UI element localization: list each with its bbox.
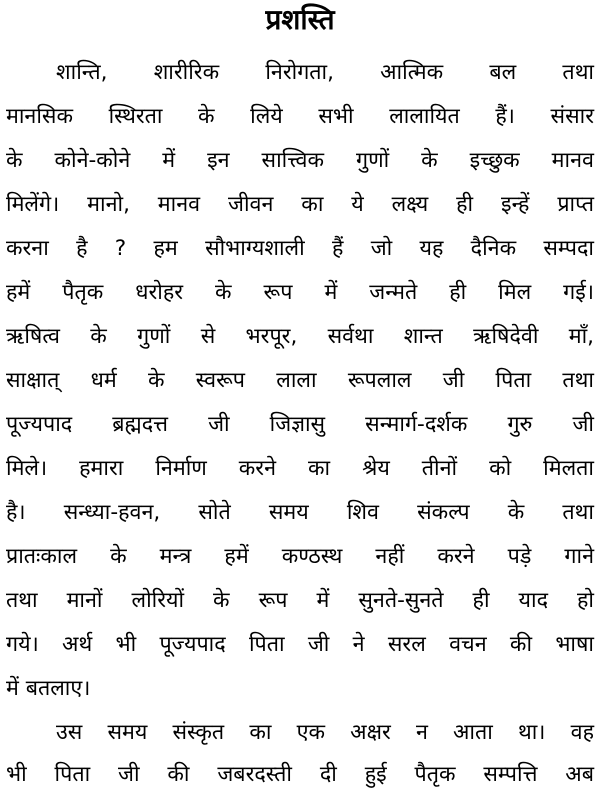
text-line-10: मिले। हमारा निर्माण करने का श्रेय तीनों को मिलता <box>6 456 594 481</box>
text-line-8: साक्षात् धर्म के स्वरूप लाला रूपलाल जी पिता तथा <box>6 368 594 393</box>
text-line-5: करना है ? हम सौभाग्यशाली हैं जो यह दैनिक सम्पदा <box>6 236 594 261</box>
text-line-14: गये। अर्थ भी पूज्यपाद पिता जी ने सरल वचन की भाषा <box>6 632 594 657</box>
text-line-13: तथा मानों लोरियों के रूप में सुनते-सुनते ही याद हो <box>6 588 594 613</box>
text-line-2: मानसिक स्थिरता के लिये सभी लालायित हैं। संसार <box>6 104 594 129</box>
text-line-11: है। सन्ध्या-हवन, सोते समय शिव संकल्प के तथा <box>6 500 594 525</box>
text-line-12: प्रातःकाल के मन्त्र हमें कण्ठस्थ नहीं करने पड़े गाने <box>6 544 594 569</box>
text-line-7: ऋषित्व के गुणों से भरपूर, सर्वथा शान्त ऋषिदेवी माँ, <box>6 324 594 349</box>
text-line-15: में बतलाए। <box>6 676 91 701</box>
text-line-1: शान्ति, शारीरिक निरोगता, आत्मिक बल तथा <box>56 60 594 85</box>
text-line-17: भी पिता जी की जबरदस्ती दी हुई पैतृक सम्पत्ति अब <box>6 762 594 787</box>
text-line-3: के कोने-कोने में इन सात्त्विक गुणों के इच्छुक मानव <box>6 148 594 173</box>
text-line-4: मिलेंगे। मानो, मानव जीवन का ये लक्ष्य ही इन्हें प्राप्त <box>6 192 594 217</box>
text-line-16: उस समय संस्कृत का एक अक्षर न आता था। वह <box>56 720 594 745</box>
text-line-9: पूज्यपाद ब्रह्मदत्त जी जिज्ञासु सन्मार्ग-दर्शक गुरु जी <box>6 412 594 437</box>
text-line-6: हमें पैतृक धरोहर के रूप में जन्मते ही मिल गई। <box>6 280 594 305</box>
page-title: प्रशस्ति <box>265 3 335 36</box>
